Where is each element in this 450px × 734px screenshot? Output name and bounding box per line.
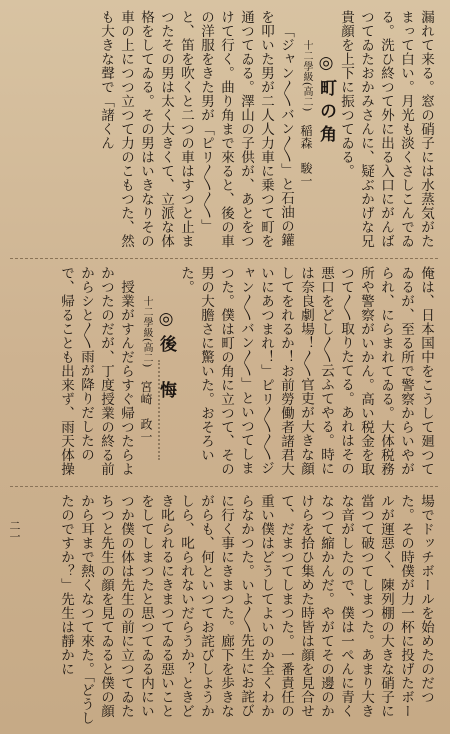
story-body-machi-no-kado: 「ジャン〳〵バン〳〵」と石油の鑵を叩いた男が二人人力車に乗つて町を通つてゐる。澤山の子供が、あとをつけて行く。曲り角まで來ると、後の車の洋服をきた男が「ピリ〳〵〳〵」と、笛を吹くと二つの車はすつと止まつたその男は太く大きくて、立派な体格をしてゐる。その男はいきなりその車の上につつ立つて力のこもつた、然も大きな聲で「諸くん [98, 10, 294, 248]
section-divider-top [10, 258, 438, 259]
middle-continuation-text: 俺は、日本国中をこうして廻つてゐるが、至る所で警察からいやがられ、にらまれてゐる。大体税務所や警察がいかん。高い税金を取つて〳〵取りたてる。あれはその悪口をどし〳〵云ふてやる。時には奈良劇場！〳〵官吏が大きな顔してをれるか！お前勞働者諸君大いにあつまれ！」ピリ〳〵〳〵ジャン〳〵バン〳〵」といつてしまつた。僕は町の角に立つて、その男の大膽さに驚いた。おそろいた。 [178, 266, 434, 476]
story-title-machi-no-kado: ◎町の角 [316, 53, 336, 148]
bottom-section [32, 494, 436, 726]
story-title-koukai: ◎後 悔 [156, 309, 176, 404]
page-number: 二一 [8, 520, 21, 542]
author-name: 宮崎 政一 [139, 380, 153, 443]
author-grade: 十二學級(高二) [301, 40, 312, 112]
middle-section [16, 266, 436, 482]
author-grade: 十二學級(高二) [141, 296, 152, 368]
story-body-koukai: 授業がすんだらすぐ帰つたらよかつたのだが、丁度授業の終る前からシと〳〵雨が降りだしたので、帰ることも出来ず、雨天体操 [58, 266, 134, 476]
author-name: 稲森 駿一 [299, 124, 313, 187]
section-divider-bottom [10, 486, 438, 487]
author-byline-miyazaki [136, 266, 156, 482]
top-continuation-text: 漏れて来る。窓の硝子には水蒸気がたまって白い。月光も淡くさしこんでゐる。洗ひ終つて外に出る入口にがんばつてゐたおかみさんに、疑ぶかげな兄貴顔を上下に振つてゐる。 [338, 10, 434, 248]
decorative-divider [158, 360, 170, 460]
top-section [16, 10, 436, 254]
bottom-body-text: 場でドッチボールを始めたのだつた。その時僕が力一杯に投げたボールが運惡く、陳列棚の大きな硝子に當つて破つてしまつた。あまり大きな音がしたので、僕は一ぺんに青くなつて縮かんだ。やがてその邊のかけらを拾ひ集めた時皆は顔を見合せて、だまつてしまつた。一番責任の重い僕はどうしてよいのか全くわからなかつた。いよ〳〵先生にお詫びに行く事にきまつた。廊下を歩きながらも、何といつてお詫びしようかしら、叱られないだらうか？ときどき叱られるにきまつてゐる惡いことをしてしまつたと思つてゐる内にいつか僕の体は先生の前に立つてゐたちつと先生の顔を見てゐると僕の顔から耳まで熱くなつて來た。「どうしたのですか？」先生は靜かに [58, 494, 434, 726]
author-byline-inamori [296, 10, 316, 254]
